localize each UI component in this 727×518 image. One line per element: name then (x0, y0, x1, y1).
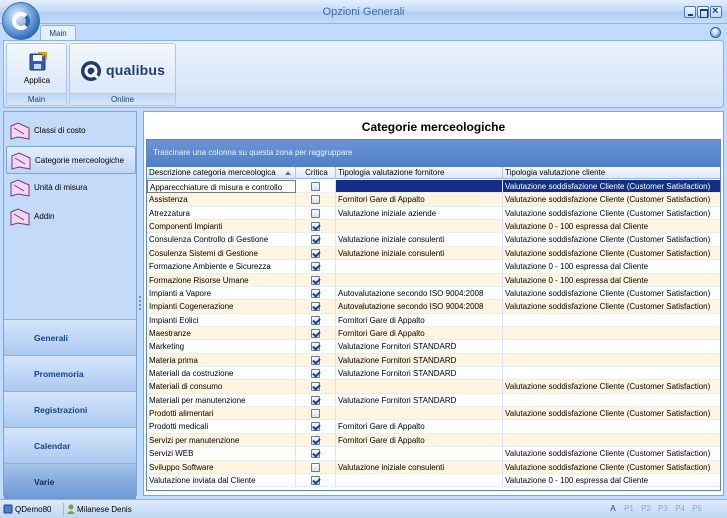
critica-checkbox[interactable] (311, 195, 320, 204)
cell-fornitore[interactable] (336, 260, 503, 273)
sidebar-item-categorie-merceologiche[interactable] (6, 146, 136, 174)
cell-fornitore[interactable] (336, 474, 503, 487)
cell-cliente[interactable]: Valutazione soddisfazione Cliente (Customer Satisfaction) (503, 461, 721, 474)
cell-cliente[interactable] (503, 394, 721, 407)
table-row[interactable] (147, 380, 720, 393)
nav-section-calendar[interactable]: Calendar (4, 427, 136, 463)
cell-critica (296, 260, 336, 273)
critica-checkbox[interactable] (311, 222, 320, 231)
cell-cliente[interactable]: Valutazione soddisfazione Cliente (Customer Satisfaction) (503, 447, 721, 460)
cell-fornitore[interactable] (336, 380, 503, 393)
group-by-panel[interactable]: Trascinare una colonna su questa zona per raggruppare (147, 140, 720, 167)
app-logo-icon (12, 12, 30, 30)
folder-pen-icon (9, 206, 31, 228)
ribbon-group-main (6, 43, 67, 106)
ribbon-group-online (69, 43, 176, 106)
critica-checkbox[interactable] (311, 342, 320, 351)
cell-descrizione[interactable]: Formazione Ambiente e Sicurezza (147, 260, 296, 273)
sidebar-item-unita-di-misura[interactable] (6, 174, 136, 202)
cell-critica (296, 314, 336, 327)
cell-cliente[interactable]: Valutazione 0 - 100 espressa dal Cliente (503, 260, 721, 273)
maximize-button[interactable] (697, 6, 709, 18)
table-row[interactable] (147, 340, 720, 353)
help-icon[interactable]: ? (710, 27, 721, 38)
critica-checkbox[interactable] (311, 463, 320, 472)
cell-fornitore[interactable]: Valutazione iniziale aziende (336, 207, 503, 220)
critica-checkbox[interactable] (311, 356, 320, 365)
cell-fornitore[interactable] (336, 447, 503, 460)
cell-descrizione[interactable]: Cosulenza Sistemi di Gestione (147, 247, 296, 260)
critica-checkbox[interactable] (311, 235, 320, 244)
table-row[interactable] (147, 367, 720, 380)
database-name: QDemo80 (15, 505, 52, 514)
database-icon (3, 504, 13, 514)
critica-checkbox[interactable] (311, 422, 320, 431)
cell-cliente[interactable]: Valutazione soddisfazione Cliente (Customer Satisfaction) (503, 233, 721, 246)
cell-critica (296, 220, 336, 233)
cell-cliente[interactable]: Valutazione soddisfazione Cliente (Customer Satisfaction) (503, 193, 721, 206)
nav-section-varie[interactable]: Varie (4, 463, 136, 499)
cell-fornitore[interactable]: Fornitori Gare di Appalto (336, 314, 503, 327)
table-row[interactable] (147, 407, 720, 420)
cell-descrizione[interactable]: Prodotti medicali (147, 420, 296, 433)
cell-descrizione[interactable]: Servizi per manutenzione (147, 434, 296, 447)
cell-descrizione[interactable]: Prodotti alimentari (147, 407, 296, 420)
cell-descrizione[interactable]: Impianti Eolici (147, 314, 296, 327)
table-row[interactable] (147, 447, 720, 460)
ribbon-tab-row (0, 24, 727, 41)
nav-section-registrazioni[interactable]: Registrazioni (4, 391, 136, 427)
column-header-descrizione[interactable]: Descrizione categoria merceologica (147, 167, 296, 179)
cell-descrizione[interactable]: Impianti Cogenerazione (147, 300, 296, 313)
cell-descrizione[interactable]: Componenti Impianti (147, 220, 296, 233)
cell-descrizione[interactable]: Maestranze (147, 327, 296, 340)
cell-cliente[interactable] (503, 354, 721, 367)
pager-p3[interactable]: P3 (658, 504, 668, 513)
database-status (2, 503, 51, 516)
cell-fornitore[interactable]: Valutazione iniziale consulenti (336, 461, 503, 474)
cell-descrizione[interactable]: Servizi WEB (147, 447, 296, 460)
data-grid (146, 139, 721, 491)
table-row[interactable] (147, 300, 720, 313)
cell-fornitore[interactable] (336, 180, 503, 193)
main-panel (143, 111, 724, 496)
cell-fornitore[interactable]: Fornitori Gare di Appalto (336, 434, 503, 447)
ribbon-group-online-caption: Online (70, 93, 175, 105)
cell-cliente[interactable] (503, 367, 721, 380)
grid-header (147, 167, 720, 179)
cell-descrizione[interactable]: Sviluppo Software (147, 461, 296, 474)
cell-fornitore[interactable] (336, 407, 503, 420)
cell-critica (296, 380, 336, 393)
critica-checkbox[interactable] (311, 329, 320, 338)
table-row[interactable] (147, 327, 720, 340)
folder-pen-icon (9, 177, 31, 199)
cell-critica (296, 233, 336, 246)
cell-fornitore[interactable] (336, 220, 503, 233)
critica-checkbox[interactable] (311, 382, 320, 391)
table-row[interactable] (147, 461, 720, 474)
table-row[interactable] (147, 474, 720, 487)
cell-fornitore[interactable]: Valutazione iniziale consulenti (336, 233, 503, 246)
sidebar (3, 111, 137, 496)
tab-main[interactable]: Main (40, 25, 76, 41)
critica-checkbox[interactable] (311, 209, 320, 218)
applica-label: Applica (23, 76, 51, 85)
cell-cliente[interactable]: Valutazione soddisfazione Cliente (Customer Satisfaction) (503, 207, 721, 220)
close-button[interactable] (710, 6, 722, 18)
user-status (63, 503, 138, 516)
cell-descrizione[interactable]: Apparecchiature di misura e controllo (147, 180, 296, 193)
cell-cliente[interactable] (503, 340, 721, 353)
user-icon (66, 504, 76, 514)
cell-descrizione[interactable]: Marketing (147, 340, 296, 353)
applica-button[interactable] (15, 48, 59, 90)
folder-pen-icon (9, 120, 31, 142)
cell-fornitore[interactable]: Autovalutazione secondo ISO 9004:2008 (336, 287, 503, 300)
cell-fornitore[interactable]: Fornitori Gare di Appalto (336, 193, 503, 206)
cell-descrizione[interactable]: Materiali da costruzione (147, 367, 296, 380)
cell-critica (296, 207, 336, 220)
column-header-cliente[interactable]: Tipologia valutazione cliente (503, 167, 721, 179)
cell-critica (296, 300, 336, 313)
cell-fornitore[interactable]: Valutazione Fornitori STANDARD (336, 340, 503, 353)
ribbon-group-main-caption: Main (7, 93, 66, 105)
critica-checkbox[interactable] (311, 262, 320, 271)
grid-rows (147, 180, 720, 487)
cell-fornitore[interactable]: Valutazione Fornitori STANDARD (336, 367, 503, 380)
sidebar-item-classi-di-costo[interactable] (6, 117, 136, 145)
column-header-fornitore[interactable]: Tipologia valutazione fornitore (336, 167, 503, 179)
cell-descrizione[interactable]: Materiali per manutenzione (147, 394, 296, 407)
application-menu-button[interactable] (2, 2, 40, 40)
cell-critica (296, 474, 336, 487)
cell-cliente[interactable]: Valutazione soddisfazione Cliente (Customer Satisfaction) (503, 407, 721, 420)
cell-cliente[interactable]: Valutazione soddisfazione Cliente (Customer Satisfaction) (503, 380, 721, 393)
cell-fornitore[interactable]: Fornitori Gare di Appalto (336, 420, 503, 433)
cell-cliente[interactable]: Valutazione 0 - 100 espressa dal Cliente (503, 274, 721, 287)
cell-descrizione[interactable]: Assistenza (147, 193, 296, 206)
user-name: Milanese Denis (77, 505, 132, 514)
table-row[interactable] (147, 314, 720, 327)
folder-pen-icon (10, 150, 32, 172)
status-bar (0, 499, 727, 518)
cell-critica (296, 354, 336, 367)
cell-fornitore[interactable]: Valutazione Fornitori STANDARD (336, 394, 503, 407)
cell-cliente[interactable]: Valutazione soddisfazione Cliente (Customer Satisfaction) (503, 287, 721, 300)
cell-critica (296, 180, 336, 193)
critica-checkbox[interactable] (311, 396, 320, 405)
critica-checkbox[interactable] (311, 409, 320, 418)
column-header-critica[interactable]: Critica (296, 167, 336, 179)
critica-checkbox[interactable] (311, 369, 320, 378)
cell-critica (296, 247, 336, 260)
pager-a[interactable]: A (610, 504, 616, 513)
cell-descrizione[interactable]: Impianti a Vapore (147, 287, 296, 300)
cell-cliente[interactable] (503, 434, 721, 447)
cell-descrizione[interactable]: Valutazione inviata dal Cliente (147, 474, 296, 487)
critica-checkbox[interactable] (311, 276, 320, 285)
table-row[interactable] (147, 220, 720, 233)
cell-fornitore[interactable]: Valutazione iniziale consulenti (336, 247, 503, 260)
cell-cliente[interactable] (503, 327, 721, 340)
cell-descrizione[interactable]: Formazione Risorse Umane (147, 274, 296, 287)
qualibus-logo-icon (80, 60, 102, 82)
pager-p4[interactable]: P4 (675, 504, 685, 513)
critica-checkbox[interactable] (311, 302, 320, 311)
cell-descrizione[interactable]: Materiali di consumo (147, 380, 296, 393)
qualibus-logo-text: qualibus (106, 62, 166, 78)
critica-checkbox[interactable] (311, 436, 320, 445)
cell-fornitore[interactable] (336, 274, 503, 287)
pager-p5[interactable]: P5 (692, 504, 702, 513)
sidebar-item-addin[interactable] (6, 203, 136, 231)
critica-checkbox[interactable] (311, 476, 320, 485)
table-row[interactable] (147, 434, 720, 447)
ribbon (3, 40, 724, 108)
cell-cliente[interactable]: Valutazione soddisfazione Cliente (Customer Satisfaction) (503, 247, 721, 260)
cell-critica (296, 420, 336, 433)
pager-p2[interactable]: P2 (641, 504, 651, 513)
cell-descrizione[interactable]: Atrezzatura (147, 207, 296, 220)
critica-checkbox[interactable] (311, 449, 320, 458)
sidebar-item-label: Classi di costo (34, 126, 86, 135)
cell-critica (296, 407, 336, 420)
table-row[interactable] (147, 260, 720, 273)
sidebar-item-label: Categorie merceologiche (35, 156, 124, 165)
cell-critica (296, 434, 336, 447)
nav-section-generali[interactable]: Generali (4, 319, 136, 355)
critica-checkbox[interactable] (311, 289, 320, 298)
cell-critica (296, 461, 336, 474)
table-row[interactable] (147, 354, 720, 367)
sort-ascending-icon (285, 171, 291, 175)
cell-cliente[interactable]: Valutazione 0 - 100 espressa dal Cliente (503, 220, 721, 233)
cell-fornitore[interactable]: Autovalutazione secondo ISO 9004:2008 (336, 300, 503, 313)
cell-critica (296, 193, 336, 206)
nav-section-promemoria[interactable]: Promemoria (4, 355, 136, 391)
sidebar-item-label: Addin (34, 212, 55, 221)
table-row[interactable] (147, 394, 720, 407)
cell-critica (296, 367, 336, 380)
cell-cliente[interactable]: Valutazione 0 - 100 espressa dal Cliente (503, 474, 721, 487)
table-row[interactable] (147, 193, 720, 206)
cell-cliente[interactable]: Valutazione soddisfazione Cliente (Customer Satisfaction) (503, 300, 721, 313)
cell-cliente[interactable] (503, 420, 721, 433)
cell-descrizione[interactable]: Consulenza Controllo di Gestione (147, 233, 296, 246)
table-row[interactable] (147, 420, 720, 433)
table-row[interactable] (147, 180, 720, 193)
critica-checkbox[interactable] (311, 316, 320, 325)
table-row[interactable] (147, 287, 720, 300)
critica-checkbox[interactable] (311, 249, 320, 258)
critica-checkbox[interactable] (311, 182, 320, 191)
title-bar (0, 0, 727, 24)
cell-cliente[interactable] (503, 314, 721, 327)
cell-critica (296, 287, 336, 300)
cell-fornitore[interactable]: Fornitori Gare di Appalto (336, 327, 503, 340)
table-row[interactable] (147, 207, 720, 220)
save-apply-icon (29, 52, 47, 71)
cell-critica (296, 327, 336, 340)
cell-critica (296, 447, 336, 460)
page-title: Categorie merceologiche (361, 120, 506, 134)
sidebar-item-label: Unità di misura (34, 183, 88, 192)
minimize-button[interactable] (684, 6, 696, 18)
cell-critica (296, 274, 336, 287)
cell-critica (296, 394, 336, 407)
window-title: Opzioni Generali (322, 6, 405, 18)
cell-critica (296, 340, 336, 353)
pager-p1[interactable]: P1 (624, 504, 634, 513)
cell-cliente[interactable]: Valutazione soddisfazione Cliente (Customer Satisfaction) (503, 180, 721, 193)
table-row[interactable] (147, 247, 720, 260)
qualibus-logo[interactable] (80, 58, 172, 84)
table-row[interactable] (147, 233, 720, 246)
table-row[interactable] (147, 274, 720, 287)
cell-fornitore[interactable]: Valutazione Fornitori STANDARD (336, 354, 503, 367)
cell-descrizione[interactable]: Materia prima (147, 354, 296, 367)
